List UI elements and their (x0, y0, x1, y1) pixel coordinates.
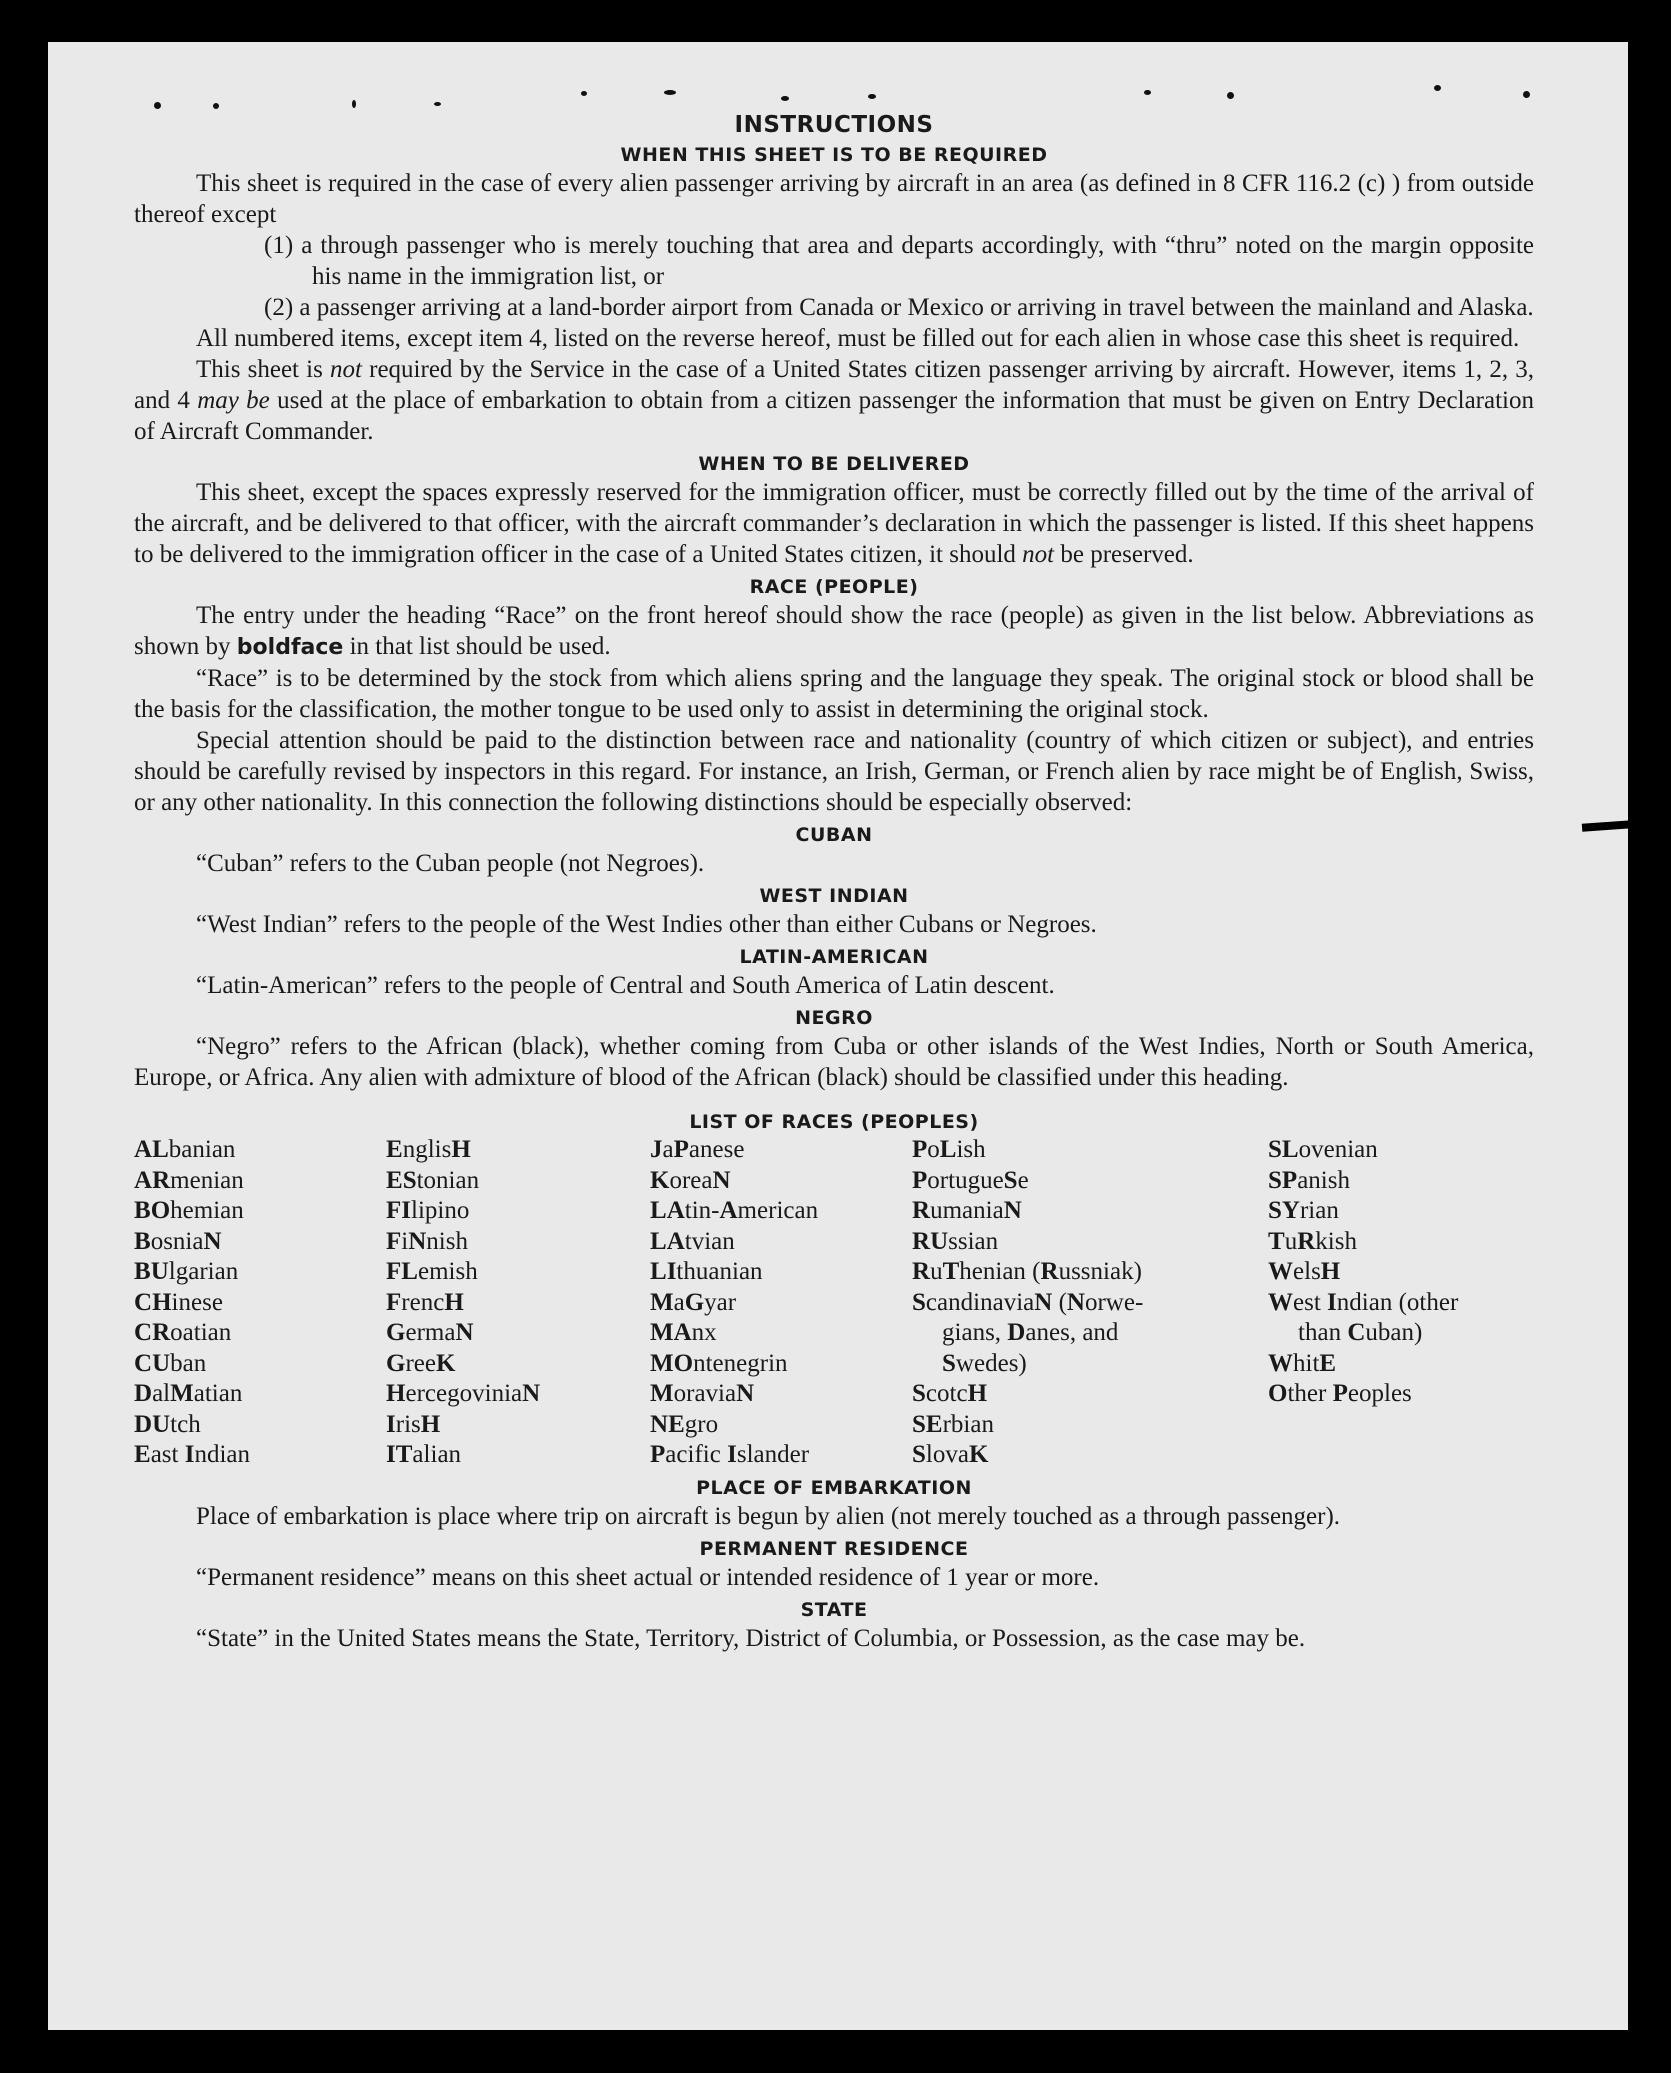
race-item: TuRkish (1268, 1227, 1357, 1255)
race-item: FLemish (386, 1258, 478, 1285)
paragraph-west-indian: “West Indian” refers to the people of the West Indies other than either Cubans or Negroes. (196, 911, 1097, 938)
heading-when-delivered: WHEN TO BE DELIVERED (698, 453, 970, 475)
race-item: ScotcH (912, 1380, 988, 1407)
race-item: CHinese (134, 1288, 223, 1316)
race-item: EnglisH (386, 1136, 471, 1163)
race-item: MoraviaN (650, 1380, 755, 1407)
paragraph-residence: “Permanent residence” means on this sheet actual or intended residence of 1 year or more. (196, 1563, 1100, 1591)
race-item: FIlipino (386, 1197, 470, 1224)
paragraph-delivered: This sheet, except the spaces expressly reserved for the immigration officer, must be correctly filled out by the time of the arrival of the aircraft, and be delivered to that officer, with the aircraft commander’s declaration in which the passenger is listed. If this sheet happens to be delivered to the immigration officer in the case of a United States citizen, it should not be preserved. (134, 479, 1534, 568)
document-page (48, 42, 1628, 2030)
race-item-continued: gians, Danes, and (942, 1319, 1119, 1346)
heading-negro: NEGRO (795, 1007, 873, 1029)
race-column-2 (386, 1135, 650, 1471)
heading-list-of-races: LIST OF RACES (PEOPLES) (689, 1111, 979, 1133)
race-item: WhitE (1268, 1349, 1337, 1377)
paragraph-embarkation: Place of embarkation is place where trip on aircraft is begun by alien (not merely touched as a through passenger). (196, 1502, 1341, 1530)
race-item: SLovenian (1268, 1136, 1378, 1163)
paragraph-state: “State” in the United States means the State, Territory, District of Columbia, or Possession, as the case may be. (196, 1624, 1306, 1652)
race-item: GermaN (386, 1319, 474, 1346)
page-title: INSTRUCTIONS (734, 112, 934, 138)
race-item: ALbanian (134, 1136, 236, 1163)
instructions-content (134, 112, 1534, 1654)
paragraph-citizen: This sheet is not required by the Service in the case of a United States citizen passenger arriving by aircraft. However, items 1, 2, 3, and 4 may be used at the place of embarkation to obtain from a citizen passenger the information that must be given on Entry Declaration of Aircraft Commander. (134, 356, 1534, 445)
race-item: LIthuanian (650, 1258, 763, 1285)
race-item: SPanish (1268, 1166, 1350, 1194)
race-item: CUban (134, 1349, 207, 1377)
race-item: MaGyar (650, 1288, 737, 1316)
race-item: East Indian (134, 1441, 251, 1468)
heading-when-required: WHEN THIS SHEET IS TO BE REQUIRED (620, 144, 1048, 166)
heading-residence: PERMANENT RESIDENCE (699, 1537, 969, 1560)
race-item: BUlgarian (134, 1258, 239, 1285)
heading-state: STATE (800, 1598, 868, 1621)
race-item: MOntenegrin (650, 1349, 788, 1377)
race-item: RuThenian (Russniak) (912, 1258, 1142, 1285)
race-item: SErbian (912, 1410, 994, 1438)
race-item: SYrian (1268, 1197, 1339, 1224)
race-item-continued: than Cuban) (1298, 1319, 1423, 1346)
race-item: WelsH (1268, 1258, 1341, 1285)
race-item: ITalian (386, 1441, 462, 1468)
race-item: DUtch (134, 1410, 201, 1438)
race-column-3 (650, 1135, 912, 1471)
race-item-continued: Swedes) (942, 1349, 1027, 1377)
race-item: FiNnish (386, 1227, 468, 1255)
paragraph-negro: “Negro” refers to the African (black), whether coming from Cuba or other islands of the West Indies, North or South America, Europe, or Africa. Any alien with admixture of blood of the African (black) should be classified under this heading. (134, 1033, 1534, 1091)
paragraph-cuban: “Cuban” refers to the Cuban people (not Negroes). (196, 850, 705, 877)
race-item: Other Peoples (1268, 1380, 1412, 1407)
punch-marks (48, 42, 1628, 122)
race-item: BOhemian (134, 1197, 244, 1224)
paragraph-race-entry: The entry under the heading “Race” on the front hereof should show the race (people) as given in the list below. Abbreviations as shown by boldface in that list should be used. (134, 602, 1534, 660)
race-column-4 (912, 1135, 1268, 1471)
race-item: FrencH (386, 1288, 464, 1316)
paragraph-latin-american: “Latin-American” refers to the people of Central and South America of Latin descent. (196, 972, 1055, 999)
race-item: ScandinaviaN (Norwe- (912, 1288, 1144, 1316)
race-item: Pacific Islander (650, 1441, 810, 1468)
race-item: PoLish (912, 1136, 986, 1163)
paper-tear (1582, 820, 1628, 831)
race-item: MAnx (650, 1319, 717, 1346)
race-item: IrisH (386, 1410, 441, 1438)
race-item: SlovaK (912, 1441, 989, 1468)
exception-item-1: (1) a through passenger who is merely touching that area and departs accordingly, with “thru” noted on the margin opposite his name in the immigration list, or (264, 232, 1534, 290)
heading-embarkation: PLACE OF EMBARKATION (696, 1476, 972, 1499)
heading-race: RACE (PEOPLE) (749, 576, 919, 598)
race-item: HercegoviniaN (386, 1380, 541, 1407)
race-item: JaPanese (650, 1136, 745, 1163)
race-item: RUssian (912, 1227, 999, 1255)
race-item: EStonian (386, 1166, 480, 1194)
race-item: PortugueSe (912, 1166, 1029, 1194)
race-column-1 (134, 1135, 386, 1471)
paragraph-required: This sheet is required in the case of every alien passenger arriving by aircraft in an area (as defined in 8 CFR 116.2 (c) ) from outside thereof except (134, 170, 1534, 228)
heading-west-indian: WEST INDIAN (759, 885, 909, 907)
race-item: DalMatian (134, 1380, 243, 1407)
race-item: GreeK (386, 1349, 456, 1377)
heading-latin-american: LATIN-AMERICAN (739, 946, 929, 968)
heading-cuban: CUBAN (795, 824, 873, 846)
race-item: CRoatian (134, 1319, 232, 1346)
race-item: BosniaN (134, 1227, 222, 1255)
race-item: LAtvian (650, 1227, 735, 1255)
race-item: RumaniaN (912, 1197, 1022, 1224)
paragraph-numbered-items: All numbered items, except item 4, listed on the reverse hereof, must be filled out for each alien in whose case this sheet is required. (196, 325, 1520, 352)
race-item: West Indian (other (1268, 1288, 1459, 1316)
exception-item-2: (2) a passenger arriving at a land-border airport from Canada or Mexico or arriving in travel between the mainland and Alaska. (264, 294, 1534, 321)
race-item: LAtin-American (650, 1197, 819, 1224)
race-list (134, 1135, 1534, 1471)
race-item: ARmenian (134, 1166, 244, 1194)
race-column-5 (1268, 1135, 1534, 1471)
paragraph-race-nationality: Special attention should be paid to the distinction between race and nationality (country of which citizen or subject), and entries should be carefully revised by inspectors in this regard. For instance, an Irish, German, or French alien by race might be of English, Swiss, or any other nationality. In this connection the following distinctions should be especially observed: (134, 727, 1534, 816)
race-item: KoreaN (650, 1166, 731, 1194)
race-item: NEgro (650, 1410, 719, 1438)
paragraph-race-stock: “Race” is to be determined by the stock from which aliens spring and the language they speak. The original stock or blood shall be the basis for the classification, the mother tongue to be used only to assist in determining the original stock. (134, 665, 1534, 723)
